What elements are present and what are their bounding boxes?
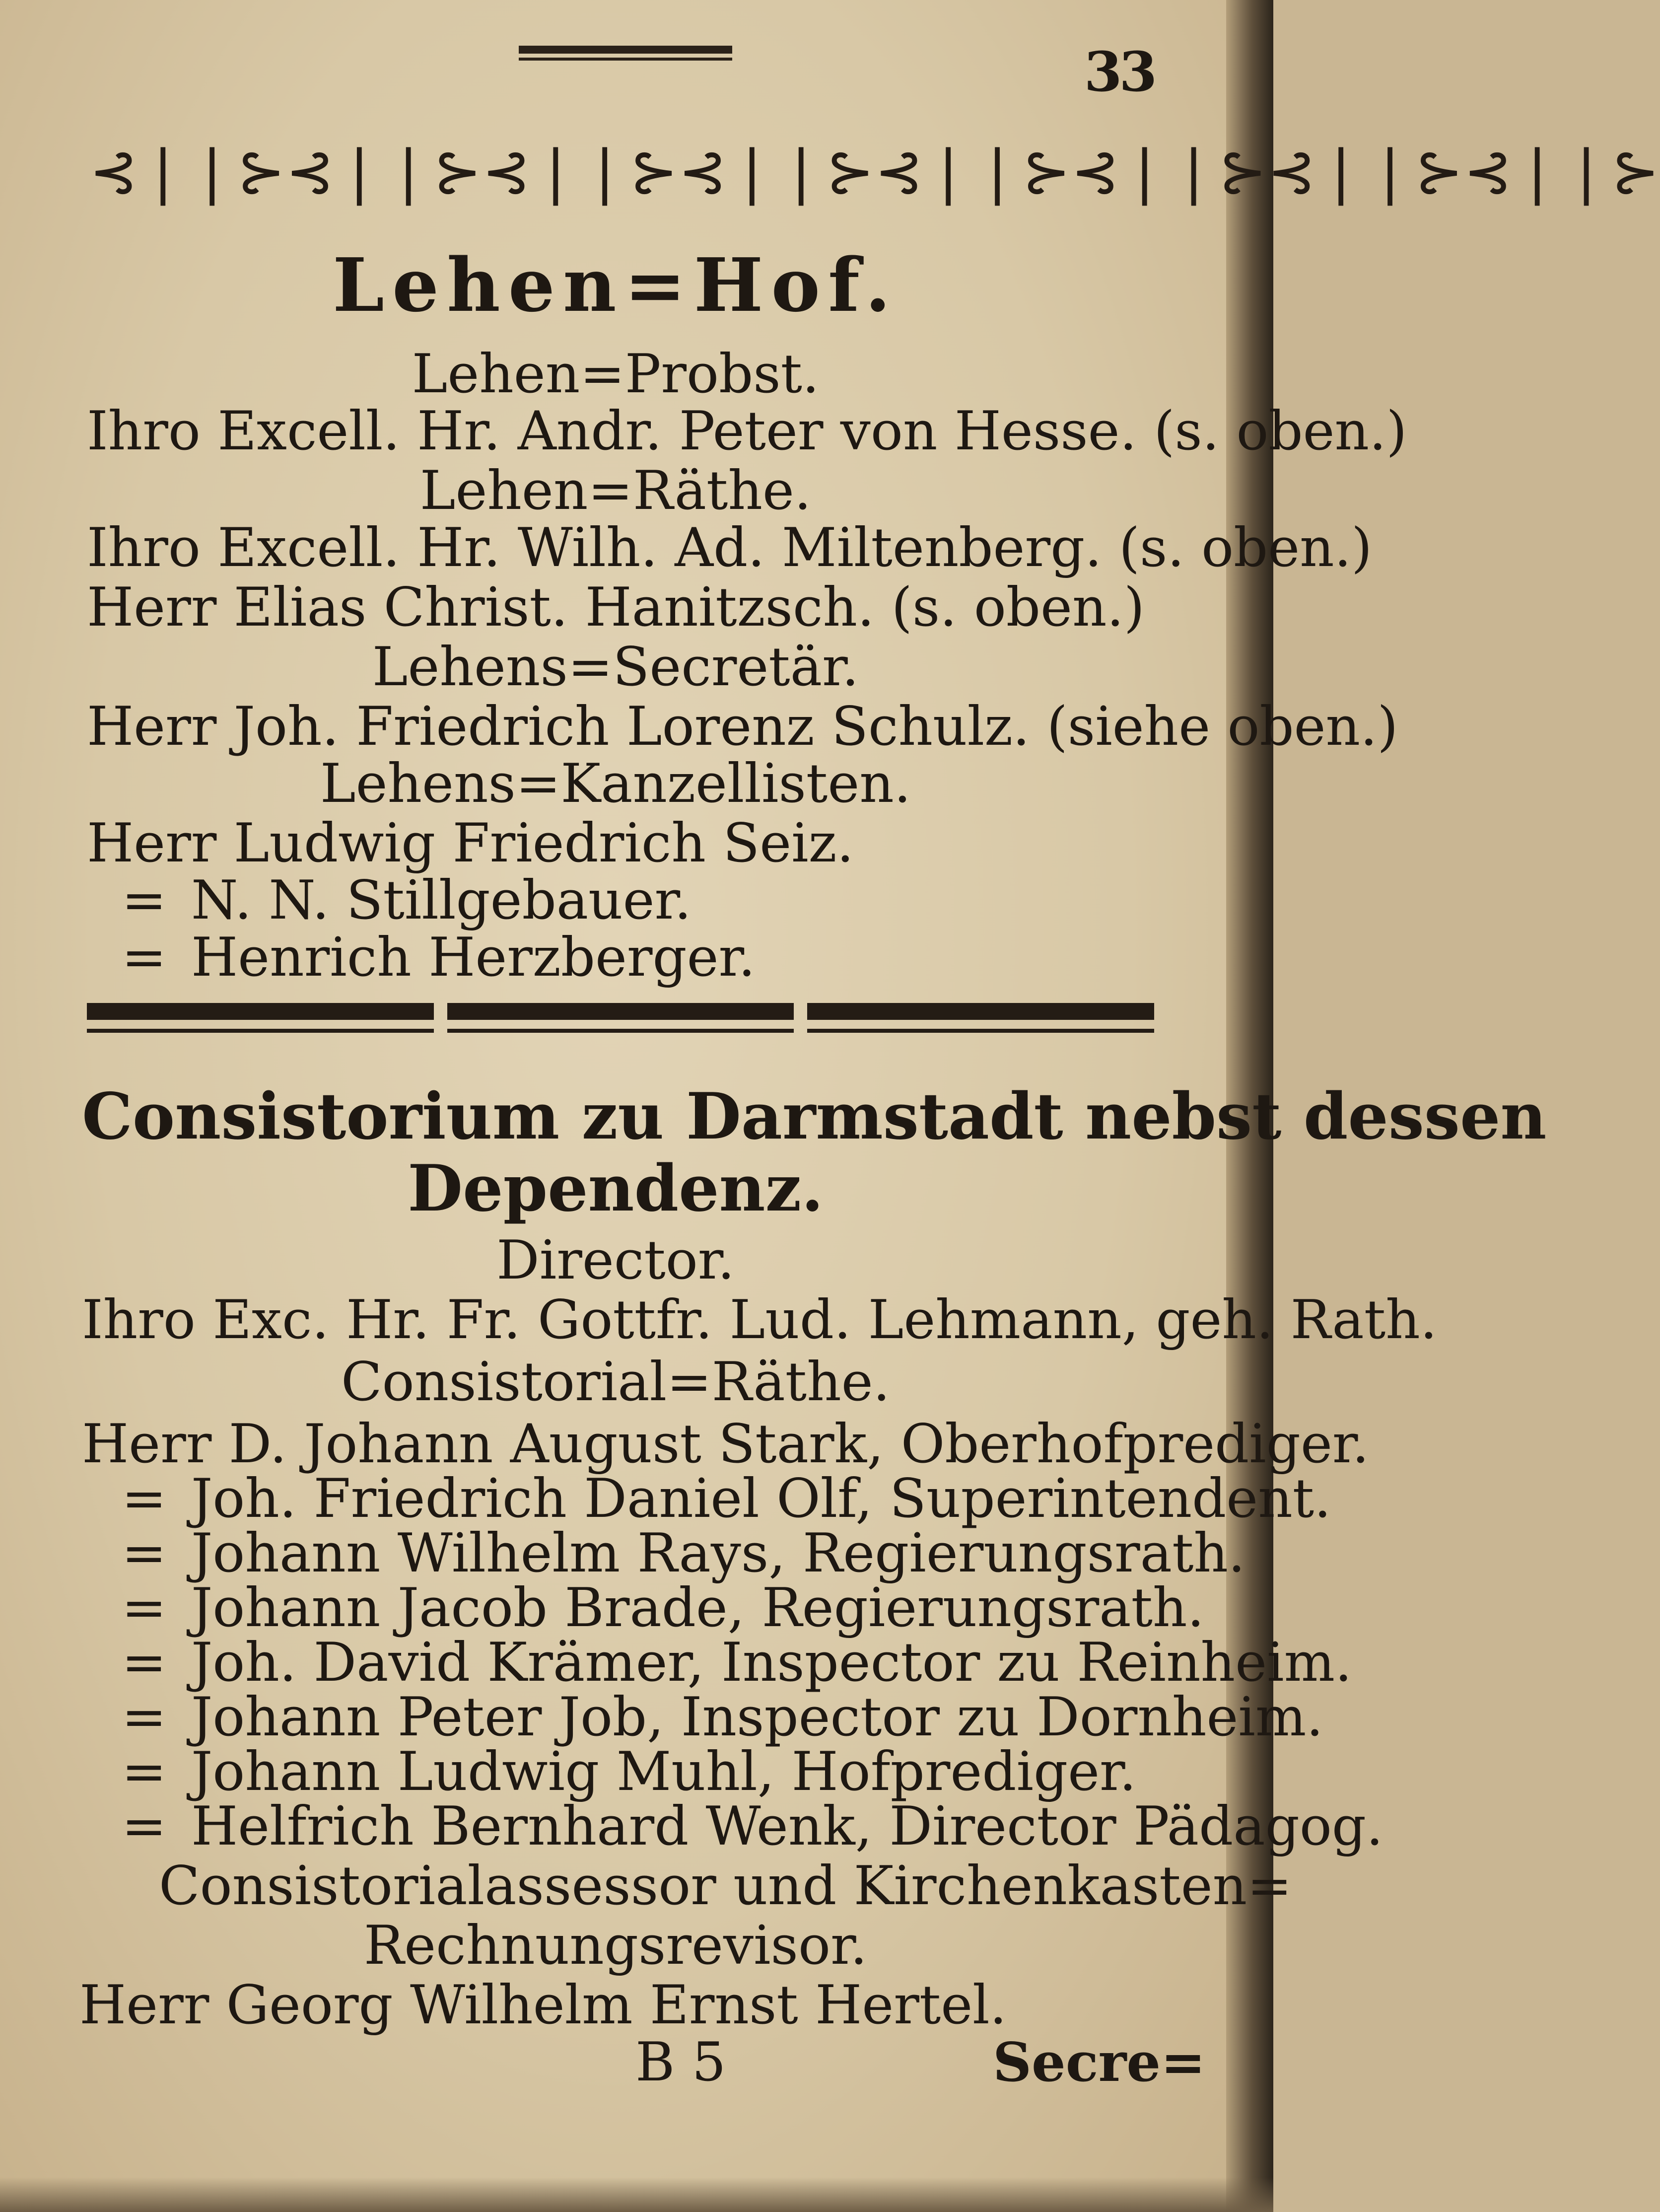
- subheading-assessor-continued: Rechnungsrevisor.: [363, 1915, 868, 1977]
- entry-line: [122, 1522, 1245, 1584]
- ornament-band: [89, 134, 1660, 209]
- ornament-unit: ⊰❘❘⊱: [482, 137, 679, 206]
- entry-text: Henrich Herzberger.: [191, 927, 756, 989]
- ornament-unit: ⊰❘❘⊱: [678, 137, 875, 206]
- ditto-mark: =: [122, 1468, 167, 1530]
- entry-text: Helfrich Bernhard Wenk, Director Pädagog.: [191, 1795, 1383, 1857]
- section-divider: [87, 1003, 1154, 1033]
- entry-text: Joh. David Krämer, Inspector zu Reinheim.: [191, 1632, 1352, 1694]
- entry-text: N. N. Stillgebauer.: [191, 869, 692, 931]
- ornament-unit: ⊰❘❘⊱: [285, 137, 482, 206]
- divider-segment: [447, 1003, 794, 1033]
- ditto-mark: =: [122, 869, 167, 931]
- subheading-probst: Lehen=Probst.: [412, 343, 820, 405]
- top-rule: [519, 46, 732, 61]
- entry-line: [122, 927, 756, 989]
- entry-text: Johann Peter Job, Inspector zu Dornheim.: [191, 1686, 1323, 1748]
- entry-line: Herr Ludwig Friedrich Seiz.: [87, 812, 854, 874]
- section-title: Consistorium zu Darmstadt nebst dessen: [82, 1079, 1547, 1154]
- entry-line: [122, 869, 692, 931]
- page-bottom-edge: [0, 2177, 1273, 2212]
- section-title-continued: Dependenz.: [408, 1151, 824, 1226]
- entry-text: Johann Jacob Brade, Regierungsrath.: [191, 1577, 1204, 1639]
- entry-line: [122, 1795, 1383, 1857]
- subheading-kanzellisten: Lehens=Kanzellisten.: [320, 753, 911, 815]
- ditto-mark: =: [122, 1795, 167, 1857]
- catchword: Secre=: [993, 2031, 1206, 2094]
- entry-line: [122, 1632, 1352, 1694]
- subheading-raethe: Lehen=Räthe.: [419, 460, 812, 522]
- subheading-raethe: Consistorial=Räthe.: [341, 1351, 890, 1413]
- ditto-mark: =: [122, 1632, 167, 1694]
- ditto-mark: =: [122, 1741, 167, 1803]
- entry-line: Ihro Excell. Hr. Andr. Peter von Hesse. (s. oben.): [87, 400, 1407, 462]
- ditto-mark: =: [122, 1577, 167, 1639]
- ornament-unit: ⊰❘❘⊱: [1267, 137, 1464, 206]
- ditto-mark: =: [122, 1522, 167, 1584]
- subheading-assessor: Consistorialassessor und Kirchenkasten=: [159, 1855, 1292, 1917]
- ornament-unit: ⊰❘❘⊱: [1463, 137, 1660, 206]
- entry-line: Ihro Exc. Hr. Fr. Gottfr. Lud. Lehmann, geh. Rath.: [82, 1289, 1438, 1351]
- divider-segment: [807, 1003, 1154, 1033]
- entry-text: Johann Wilhelm Rays, Regierungsrath.: [191, 1522, 1245, 1584]
- entry-line: [122, 1468, 1331, 1530]
- subheading-director: Director.: [496, 1229, 735, 1291]
- page-number: 33: [1084, 40, 1154, 104]
- entry-line: [122, 1577, 1204, 1639]
- ditto-mark: =: [122, 927, 167, 989]
- ornament-unit: ⊰❘❘⊱: [89, 137, 286, 206]
- entry-line: Herr Georg Wilhelm Ernst Hertel.: [79, 1974, 1007, 2036]
- entry-text: Joh. Friedrich Daniel Olf, Superintendent.: [191, 1468, 1331, 1530]
- ditto-mark: =: [122, 1686, 167, 1748]
- entry-line: [122, 1741, 1137, 1803]
- entry-line: Herr D. Johann August Stark, Oberhofprediger.: [82, 1413, 1369, 1475]
- entry-line: Herr Elias Christ. Hanitzsch. (s. oben.): [87, 576, 1145, 639]
- entry-line: Herr Joh. Friedrich Lorenz Schulz. (siehe oben.): [87, 696, 1398, 758]
- entry-text: Johann Ludwig Muhl, Hofprediger.: [191, 1741, 1137, 1803]
- subheading-secretaer: Lehens=Secretär.: [372, 636, 859, 698]
- entry-line: Ihro Excell. Hr. Wilh. Ad. Miltenberg. (s. oben.): [87, 517, 1373, 579]
- entry-line: [122, 1686, 1323, 1748]
- ornament-unit: ⊰❘❘⊱: [1071, 137, 1267, 206]
- ornament-unit: ⊰❘❘⊱: [874, 137, 1071, 206]
- section-title: Lehen=Hof.: [332, 242, 899, 328]
- signature-mark: B 5: [635, 2031, 726, 2093]
- divider-segment: [87, 1003, 434, 1033]
